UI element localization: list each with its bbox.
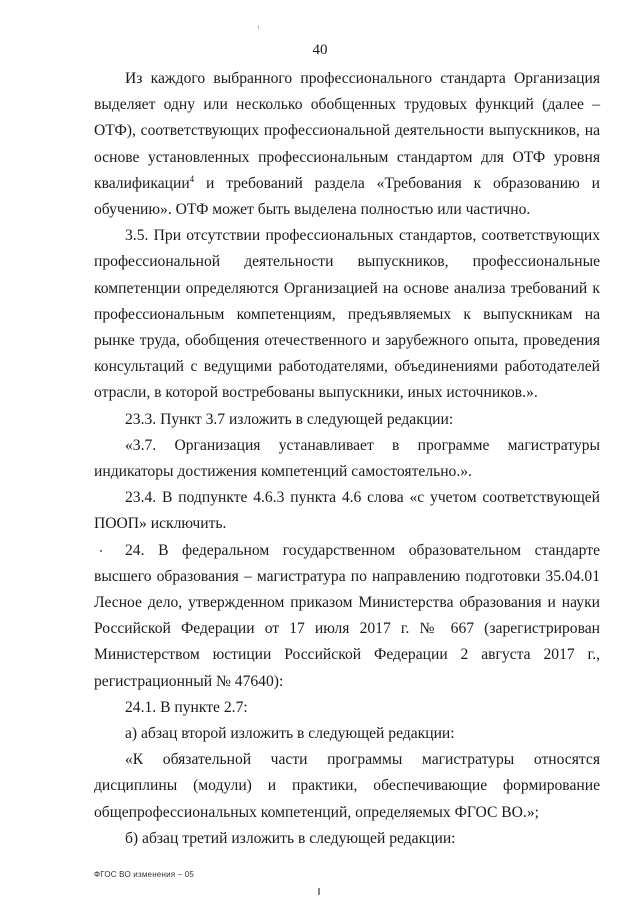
paragraph-23-3: 23.3. Пункт 3.7 изложить в следующей редакции: <box>125 410 454 428</box>
document-footer: ФГОС ВО изменения – 05 <box>94 870 195 879</box>
paragraph-text: 24. В федеральном государственном образовательном стандарте высшего образования – магистратура по направлению подготовки 35.04.01 Лесное дело, утвержденном приказом Министерства образования и науки Российской Федерации от 17 июля 2017 г. № 667 (зарегистрирован Министерством юстиции Российской Федерации 2 августа 2017 г., регистрационный № 47640): <box>94 541 600 690</box>
scan-mark <box>318 888 320 895</box>
paragraph-otf-selection <box>94 66 600 223</box>
paragraph-3-5: 3.5. При отсутствии профессиональных стандартов, соответствующих профессиональной деятельности выпускников, профессиональные компетенции определяются Организацией на основе анализа требований к профессиональным компетенциям, предъявляемых к выпускникам на рынке труда, обобщения отечественного и зарубежного опыта, проведения консультаций с ведущими работодателями, объединениями работодателей отрасли, в которой востребованы выпускники, иных источников.». <box>94 227 600 402</box>
scan-mark <box>258 25 259 29</box>
paragraph-24-1: 24.1. В пункте 2.7: <box>125 698 248 716</box>
paragraph-text: Из каждого выбранного профессионального стандарта Организация выделяет одну или несколько обобщенных трудовых функций (далее – ОТФ), соответствующих профессиональной деятельности выпускников, на основе установленных профессиональным стандартом для ОТФ уровня квалификации <box>94 70 600 192</box>
paragraph-23-4: 23.4. В подпункте 4.6.3 пункта 4.6 слова «с учетом соответствующей ПООП» исключить. <box>94 489 600 533</box>
paragraph-text-continued: и требований раздела «Требования к образованию и обучению». ОТФ может быть выделена полностью или частично. <box>94 174 600 219</box>
scan-speck <box>100 550 102 552</box>
page-number: 40 <box>312 42 328 58</box>
paragraph-3-7-quote: «3.7. Организация устанавливает в программе магистратуры индикаторы достижения компетенций самостоятельно.». <box>94 436 600 481</box>
paragraph-item-a: а) абзац второй изложить в следующей редакции: <box>125 725 455 743</box>
paragraph-item-b: б) абзац третий изложить в следующей редакции: <box>125 829 456 847</box>
paragraph-mandatory-part-quote: «К обязательной части программы магистратуры относятся дисциплины (модули) и практики, обеспечивающие формирование общепрофессиональных компетенций, определяемых ФГОС ВО.»; <box>94 751 600 821</box>
footnote-marker: 4 <box>189 173 195 184</box>
document-body <box>94 66 600 852</box>
paragraph-24 <box>94 538 600 695</box>
